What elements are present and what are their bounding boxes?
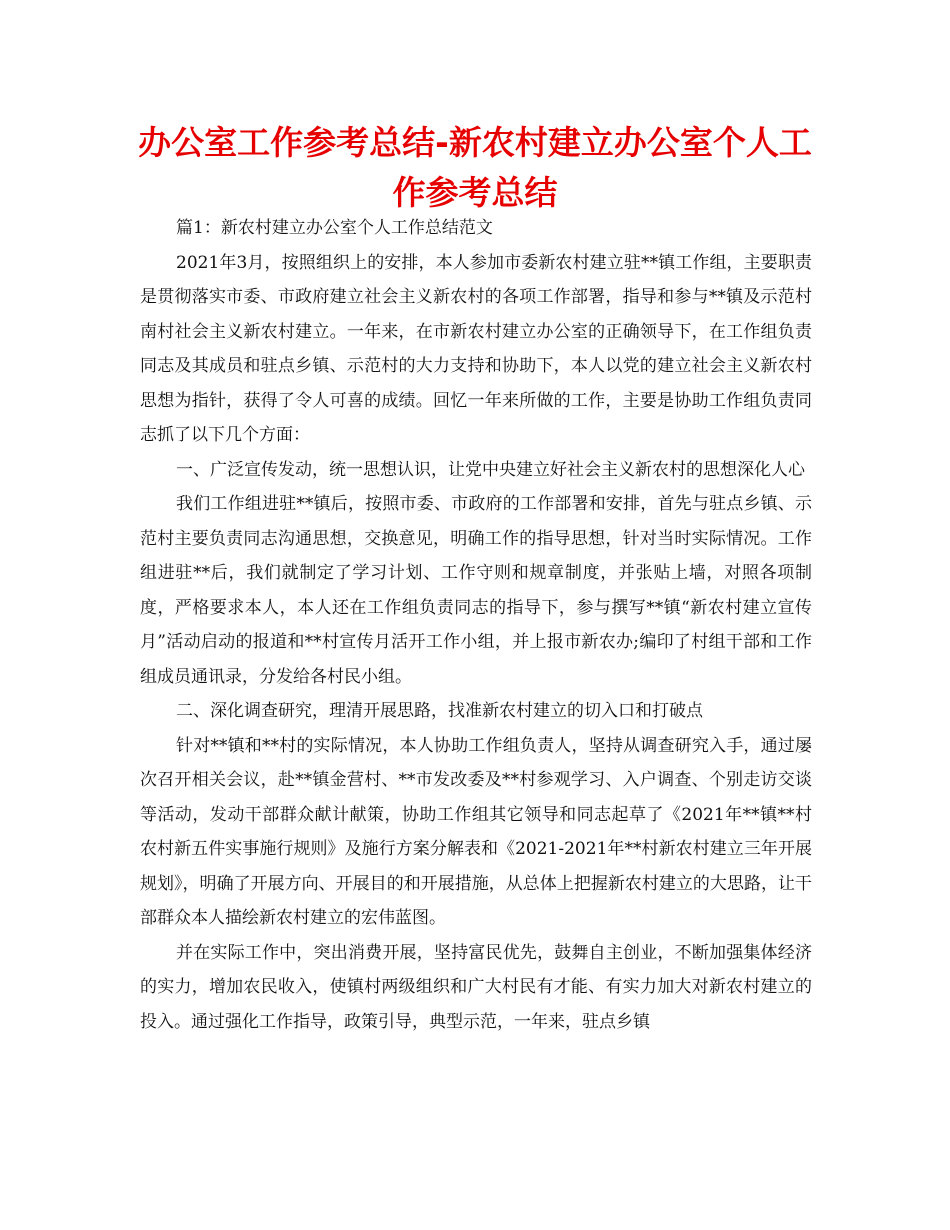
document-title: 办公室工作参考总结-新农村建立办公室个人工作参考总结	[138, 123, 812, 212]
paragraph: 2021年3月，按照组织上的安排，本人参加市委新农村建立驻**镇工作组，主要职责是贯彻落实市委、市政府建立社会主义新农村的各项工作部署，指导和参与**镇及示范村南村社会主义新农村建立。一年来，在市新农村建立办公室的正确领导下，在工作组负责同志及其成员和驻点乡镇、示范村的大力支持和协助下，本人以党的建立社会主义新农村思想为指针，获得了令人可喜的成绩。回忆一年来所做的工作，主要是协助工作组负责同志抓了以下几个方面：	[140, 252, 812, 445]
paragraph: 针对**镇和**村的实际情况，本人协助工作组负责人，坚持从调查研究入手，通过屡次召开相关会议，赴**镇金营村、**市发改委及**村参观学习、入户调查、个别走访交谈等活动，发动干部群众献计献策，协助工作组其它领导和同志起草了《2021年**镇**村农村新五件实事施行规则》及施行方案分解表和《2021-2021年**村新农村建立三年开展规划》，明确了开展方向、开展目的和开展措施，从总体上把握新农村建立的大思路，让干部群众本人描绘新农村建立的宏伟蓝图。	[140, 735, 812, 928]
paragraph: 并在实际工作中，突出消费开展，坚持富民优先，鼓舞自主创业，不断加强集体经济的实力，增加农民收入，使镇村两级组织和广大村民有才能、有实力加大对新农村建立的投入。通过强化工作指导，政策引导，典型示范，一年来，驻点乡镇	[140, 942, 812, 1032]
subsection-heading: 一、广泛宣传发动，统一思想认识，让党中央建立好社会主义新农村的思想深化人心	[176, 459, 805, 480]
document-body	[140, 211, 812, 1039]
paragraph: 我们工作组进驻**镇后，按照市委、市政府的工作部署和安排，首先与驻点乡镇、示范村主要负责同志沟通思想，交换意见，明确工作的指导思想，针对当时实际情况。工作组进驻**后，我们就制定了学习计划、工作守则和规章制度，并张贴上墙，对照各项制度，严格要求本人，本人还在工作组负责同志的指导下，参与撰写**镇“新农村建立宣传月”活动启动的报道和**村宣传月活开工作小组，并上报市新农办;编印了村组干部和工作组成员通讯录，分发给各村民小组。	[140, 494, 812, 687]
subsection-heading: 二、深化调查研究，理清开展思路，找准新农村建立的切入口和打破点	[176, 701, 703, 721]
section-heading: 篇1：新农村建立办公室个人工作总结范文	[176, 218, 493, 238]
